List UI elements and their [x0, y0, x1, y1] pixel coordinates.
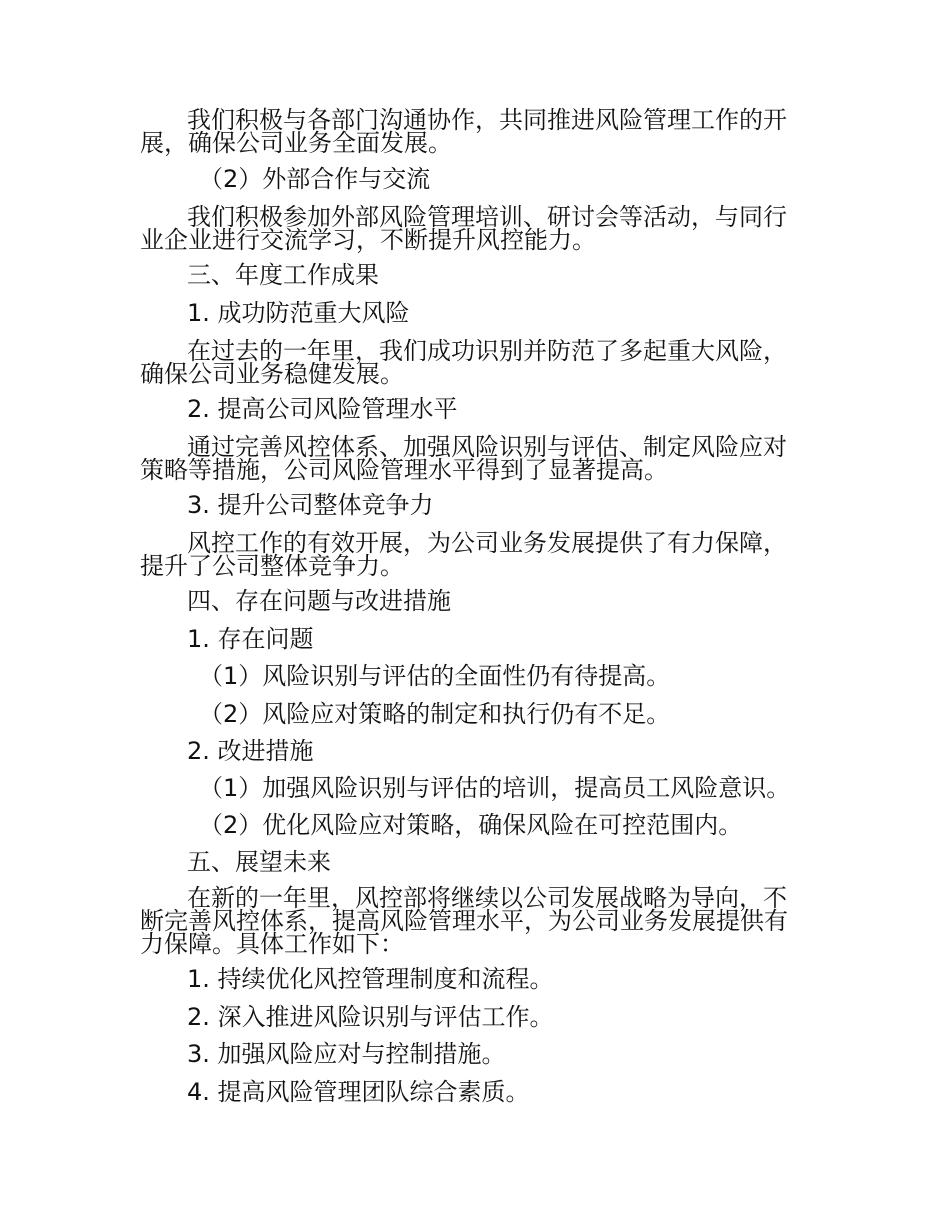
- list-item-plan-1: [140, 965, 812, 993]
- text-line: 通过完善风控体系、加强风险识别与评估、制定风险应对: [187, 433, 787, 461]
- heading-text: 1. 存在问题: [187, 625, 314, 653]
- heading-prevent-major-risks: [140, 299, 812, 327]
- text-line: 策略等措施，公司风险管理水平得到了显著提高。: [140, 456, 668, 484]
- subheading-text: （2）外部合作与交流: [199, 165, 431, 193]
- section-heading-annual-results: [140, 261, 812, 289]
- text-line: 展，确保公司业务全面发展。: [140, 129, 452, 157]
- paragraph-improve-risk-management: [140, 433, 812, 484]
- paragraph-enhance-competitiveness: [140, 529, 812, 580]
- section-heading-text: 三、年度工作成果: [187, 261, 379, 289]
- list-item-text: （2）优化风险应对策略，确保风险在可控范围内。: [199, 811, 743, 839]
- section-heading-problems-improvements: [140, 587, 812, 615]
- heading-text: 2. 改进措施: [187, 737, 314, 765]
- text-line: 风控工作的有效开展，为公司业务发展提供了有力保障，: [187, 529, 787, 557]
- text-line: 在新的一年里，风控部将继续以公司发展战略为导向，不: [187, 884, 787, 912]
- text-line: 确保公司业务稳健发展。: [140, 360, 404, 388]
- section-heading-outlook: [140, 848, 812, 876]
- list-item-problem-1: [140, 662, 812, 690]
- subheading-external-cooperation: [140, 165, 812, 193]
- heading-text: 3. 提升公司整体竞争力: [187, 491, 434, 519]
- list-item-measure-1: [140, 774, 812, 802]
- paragraph-internal-coordination: [140, 106, 812, 157]
- paragraph-outlook: [140, 884, 812, 958]
- list-item-plan-4: [140, 1078, 812, 1106]
- paragraph-prevent-major-risks: [140, 337, 812, 388]
- heading-text: 2. 提高公司风险管理水平: [187, 395, 458, 423]
- text-line: 断完善风控体系，提高风险管理水平，为公司业务发展提供有: [140, 907, 788, 935]
- text-line: 业企业进行交流学习，不断提升风控能力。: [140, 226, 596, 254]
- list-item-text: （1）风险识别与评估的全面性仍有待提高。: [199, 662, 671, 690]
- text-line: 我们积极参加外部风险管理培训、研讨会等活动，与同行: [187, 203, 787, 231]
- text-line: 我们积极与各部门沟通协作，共同推进风险管理工作的开: [187, 106, 787, 134]
- text-line: 提升了公司整体竞争力。: [140, 552, 404, 580]
- section-heading-text: 四、存在问题与改进措施: [187, 587, 451, 615]
- heading-existing-problems: [140, 625, 812, 653]
- heading-enhance-competitiveness: [140, 491, 812, 519]
- list-item-measure-2: [140, 811, 812, 839]
- text-line: 在过去的一年里，我们成功识别并防范了多起重大风险，: [187, 337, 787, 365]
- list-item-text: （1）加强风险识别与评估的培训，提高员工风险意识。: [199, 774, 791, 802]
- list-item-plan-3: [140, 1040, 812, 1068]
- paragraph-external-cooperation: [140, 203, 812, 254]
- list-item-plan-2: [140, 1003, 812, 1031]
- list-item-text: 4. 提高风险管理团队综合素质。: [187, 1078, 530, 1106]
- list-item-text: 3. 加强风险应对与控制措施。: [187, 1040, 506, 1068]
- list-item-text: （2）风险应对策略的制定和执行仍有不足。: [199, 700, 671, 728]
- heading-improvement-measures: [140, 737, 812, 765]
- heading-improve-risk-management: [140, 395, 812, 423]
- text-line: 力保障。具体工作如下：: [140, 930, 404, 958]
- section-heading-text: 五、展望未来: [187, 848, 331, 876]
- list-item-problem-2: [140, 700, 812, 728]
- heading-text: 1. 成功防范重大风险: [187, 299, 410, 327]
- list-item-text: 1. 持续优化风控管理制度和流程。: [187, 965, 554, 993]
- list-item-text: 2. 深入推进风险识别与评估工作。: [187, 1003, 554, 1031]
